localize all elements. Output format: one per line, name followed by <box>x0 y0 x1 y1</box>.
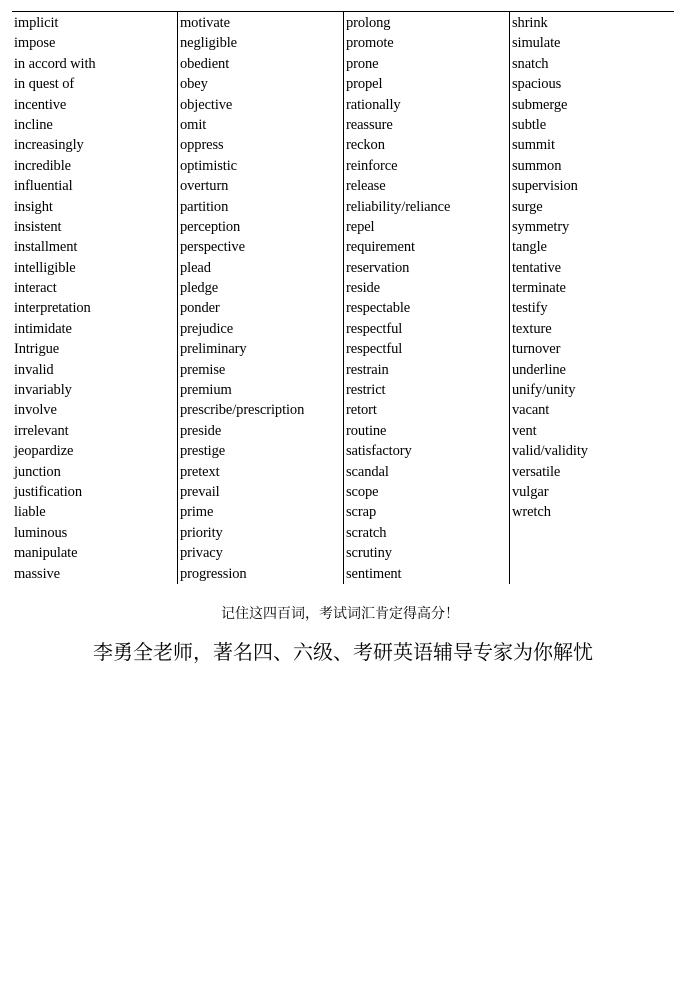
vocab-word: prime <box>180 504 214 521</box>
vocab-word: snatch <box>512 55 549 72</box>
vocab-word: routine <box>346 422 387 439</box>
vocab-word: partition <box>180 198 229 215</box>
vocab-word: scrap <box>346 504 377 521</box>
vocab-word: shrink <box>512 15 548 31</box>
vocab-word: motivate <box>180 15 230 31</box>
vocab-word: summon <box>512 157 562 174</box>
vocab-word: versatile <box>512 463 561 480</box>
vocab-word: prescribe/prescription <box>180 402 305 419</box>
vocab-word: reckon <box>346 137 385 154</box>
vocab-word: in accord with <box>14 55 96 72</box>
vocab-word: negligible <box>180 35 237 52</box>
vocab-word: promote <box>346 35 394 52</box>
vocab-word: optimistic <box>180 157 238 174</box>
vocab-word: rationally <box>346 96 401 113</box>
vocab-word: unify/unity <box>512 382 576 399</box>
vocab-word: premise <box>180 361 226 378</box>
vocab-word: perception <box>180 218 241 235</box>
vocab-word: overturn <box>180 178 229 195</box>
vocab-word: prolong <box>346 15 391 31</box>
word-column-1 <box>12 12 178 584</box>
vocab-word: prevail <box>180 483 220 500</box>
vocab-word: requirement <box>346 239 415 256</box>
vocab-word: oppress <box>180 137 224 154</box>
vocab-word: spacious <box>512 76 562 93</box>
vocab-word: priority <box>180 524 223 541</box>
vocab-word: prejudice <box>180 320 234 337</box>
vocab-word: respectable <box>346 300 411 317</box>
vocab-word: insistent <box>14 218 62 235</box>
vocab-word: interpretation <box>14 300 91 317</box>
vocab-word: liable <box>14 504 46 521</box>
vocab-word: installment <box>14 239 78 256</box>
vocab-word: plead <box>180 259 211 276</box>
vocab-word: vacant <box>512 402 550 419</box>
vocab-word: intelligible <box>14 259 76 276</box>
vocab-word: prone <box>346 55 379 72</box>
vocab-word: pledge <box>180 280 219 297</box>
vocab-word: sentiment <box>346 565 402 582</box>
vocab-word: intimidate <box>14 320 72 337</box>
vocab-word: influential <box>14 178 73 195</box>
vocab-word: retort <box>346 402 377 419</box>
vocabulary-table <box>12 11 674 584</box>
vocab-word: submerge <box>512 96 568 113</box>
vocab-word: turnover <box>512 341 561 358</box>
vocab-word: manipulate <box>14 545 78 562</box>
vocab-word: scope <box>346 483 379 500</box>
vocab-word: respectful <box>346 341 403 358</box>
vocab-word: impose <box>14 35 56 52</box>
vocab-word: vulgar <box>512 483 549 500</box>
vocab-word: invalid <box>14 361 54 378</box>
vocab-word: jeopardize <box>14 443 74 460</box>
vocab-word: insight <box>14 198 53 215</box>
vocab-word: massive <box>14 565 61 582</box>
vocab-word: premium <box>180 382 232 399</box>
vocab-word: reinforce <box>346 157 398 174</box>
vocab-word: invariably <box>14 382 72 399</box>
vocab-word: increasingly <box>14 137 84 154</box>
vocab-word: texture <box>512 320 552 337</box>
vocab-word: scandal <box>346 463 389 480</box>
vocab-word: perspective <box>180 239 245 256</box>
vocab-word: supervision <box>512 178 578 195</box>
vocab-word: ponder <box>180 300 220 317</box>
vocab-word: scratch <box>346 524 387 541</box>
vocab-word: subtle <box>512 116 547 133</box>
vocab-word: release <box>346 178 386 195</box>
vocab-word: restrict <box>346 382 386 399</box>
vocab-word: tangle <box>512 239 547 256</box>
vocab-word: reliability/reliance <box>346 198 451 215</box>
vocab-word: preliminary <box>180 341 247 358</box>
vocab-word: scrutiny <box>346 545 392 562</box>
vocab-word: reside <box>346 280 381 297</box>
vocab-word: incline <box>14 116 53 133</box>
vocab-word: obey <box>180 76 208 93</box>
vocab-word: reservation <box>346 259 410 276</box>
vocab-word: objective <box>180 96 233 113</box>
vocab-word: symmetry <box>512 218 570 235</box>
vocab-word: vent <box>512 422 537 439</box>
vocab-word: reassure <box>346 116 393 133</box>
vocab-word: incredible <box>14 157 71 174</box>
vocab-word: justification <box>14 483 82 500</box>
vocab-word: obedient <box>180 55 230 72</box>
vocab-word: tentative <box>512 259 562 276</box>
vocab-word: interact <box>14 280 57 297</box>
vocab-word: progression <box>180 565 247 582</box>
vocab-word: summit <box>512 137 555 154</box>
vocab-word: involve <box>14 402 57 419</box>
vocab-word: respectful <box>346 320 403 337</box>
vocab-word: propel <box>346 76 383 93</box>
vocab-word: Intrigue <box>14 341 60 358</box>
teacher-banner: 李勇全老师，著名四、六级、考研英语辅导专家为你解忧 <box>93 640 593 664</box>
vocab-word: privacy <box>180 545 223 562</box>
vocab-word: in quest of <box>14 76 75 93</box>
vocab-word: prestige <box>180 443 226 460</box>
word-column-3 <box>344 12 510 584</box>
vocab-word: testify <box>512 300 548 317</box>
vocab-word: irrelevant <box>14 422 69 439</box>
vocab-word: incentive <box>14 96 67 113</box>
vocab-word: wretch <box>512 504 551 521</box>
word-column-4 <box>510 12 674 584</box>
vocab-word: underline <box>512 361 566 378</box>
vocab-word: simulate <box>512 35 561 52</box>
vocab-word: surge <box>512 198 543 215</box>
vocab-word: satisfactory <box>346 443 412 460</box>
vocab-word: restrain <box>346 361 389 378</box>
vocab-word: terminate <box>512 280 566 297</box>
vocab-word: implicit <box>14 15 59 31</box>
vocab-word: repel <box>346 218 375 235</box>
vocab-word: valid/validity <box>512 443 588 460</box>
vocab-word: preside <box>180 422 222 439</box>
vocab-word: omit <box>180 116 207 133</box>
vocab-word: junction <box>14 463 61 480</box>
vocab-word: pretext <box>180 463 220 480</box>
vocab-word: luminous <box>14 524 68 541</box>
tagline: 记住这四百词，考试词汇肯定得高分！ <box>221 606 459 622</box>
word-column-2 <box>178 12 344 584</box>
